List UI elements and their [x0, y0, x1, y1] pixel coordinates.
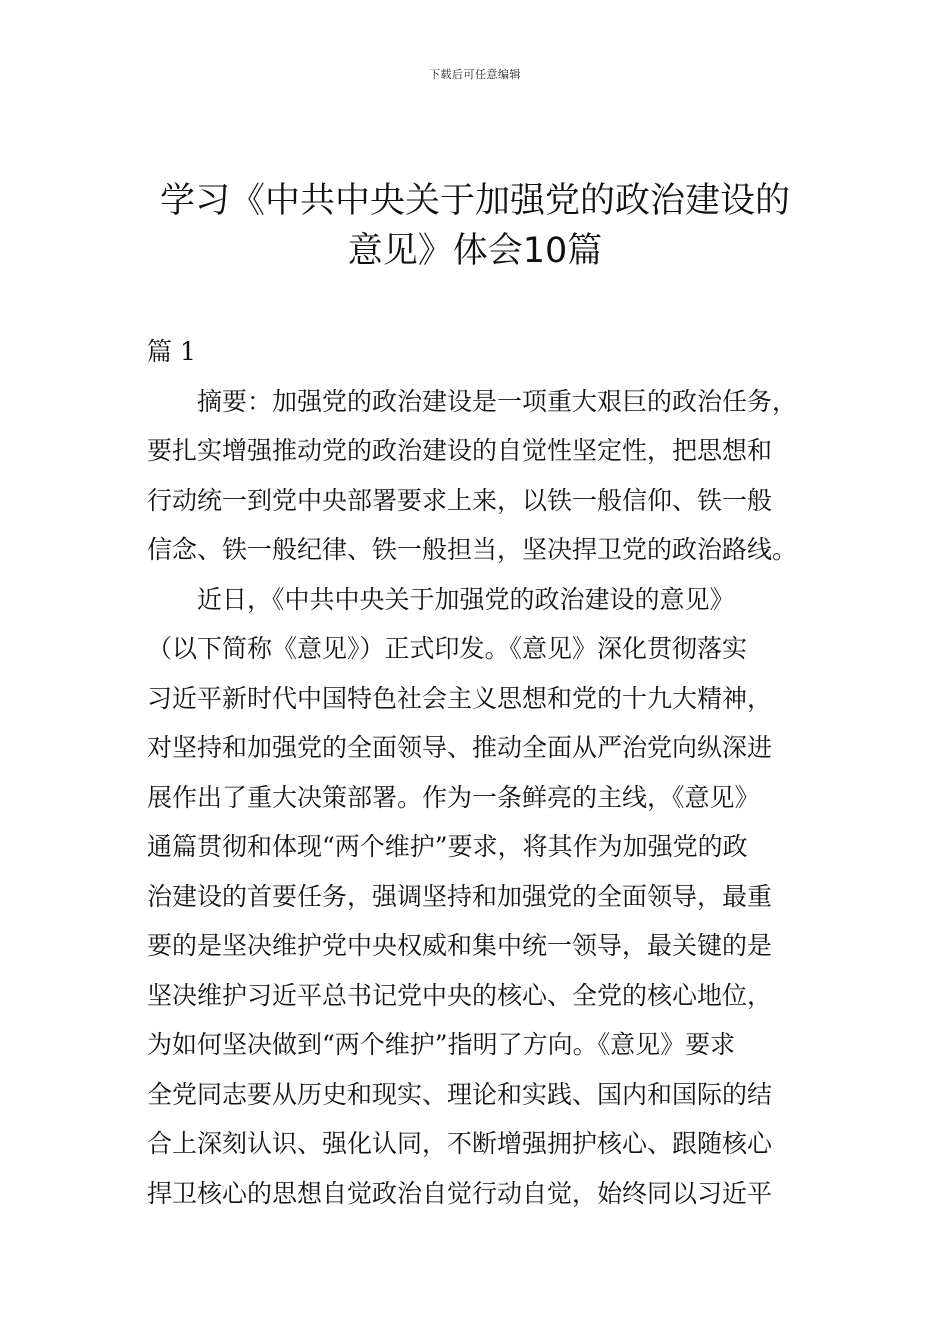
paragraph-line: （以下简称《意见》）正式印发。《意见》深化贯彻落实 [147, 634, 748, 663]
paragraph-line: 通篇贯彻和体现“两个维护”要求，将其作为加强党的政 [147, 832, 748, 861]
paragraph-line: 对坚持和加强党的全面领导、推动全面从严治党向纵深进 [147, 733, 773, 762]
paragraph-line: 为如何坚决做到“两个维护”指明了方向。《意见》要求 [147, 1030, 736, 1059]
paragraph-line: 要扎实增强推动党的政治建设的自觉性坚定性，把思想和 [147, 436, 773, 465]
paragraph-line: 展作出了重大决策部署。作为一条鲜亮的主线，《意见》 [147, 782, 760, 812]
paragraph-line: 坚决维护习近平总书记党中央的核心、全党的核心地位， [147, 980, 773, 1010]
paragraph-line: 信念、铁一般纪律、铁一般担当，坚决捍卫党的政治路线。 [147, 535, 798, 564]
title-line-1: 学习《中共中央关于加强党的政治建设的 [159, 181, 790, 221]
paragraph-line: 治建设的首要任务，强调坚持和加强党的全面领导，最重 [147, 881, 773, 911]
paragraph-line: 习近平新时代中国特色社会主义思想和党的十九大精神， [147, 683, 773, 713]
paragraph-line: 合上深刻认识、强化认同，不断增强拥护核心、跟随核心 [147, 1129, 773, 1158]
document-body [147, 327, 809, 1218]
body-paragraph [147, 575, 809, 1219]
section-label: 篇 1 [147, 337, 196, 366]
paragraph-line: 摘要：加强党的政治建设是一项重大艰巨的政治任务， [197, 386, 798, 416]
paragraph-line: 全党同志要从历史和现实、理论和实践、国内和国际的结 [147, 1079, 773, 1109]
title-line-2: 意见》体会10篇 [347, 231, 603, 271]
paragraph-line: 近日，《中共中央关于加强党的政治建设的意见》 [197, 584, 735, 614]
paragraph-line: 要的是坚决维护党中央权威和集中统一领导，最关键的是 [147, 931, 773, 960]
abstract-paragraph [147, 377, 809, 575]
document-title [0, 176, 950, 276]
paragraph-line: 捍卫核心的思想自觉政治自觉行动自觉，始终同以习近平 [147, 1178, 773, 1208]
paragraph-line: 行动统一到党中央部署要求上来，以铁一般信仰、铁一般 [147, 485, 773, 515]
header-note: 下载后可任意编辑 [429, 68, 521, 81]
